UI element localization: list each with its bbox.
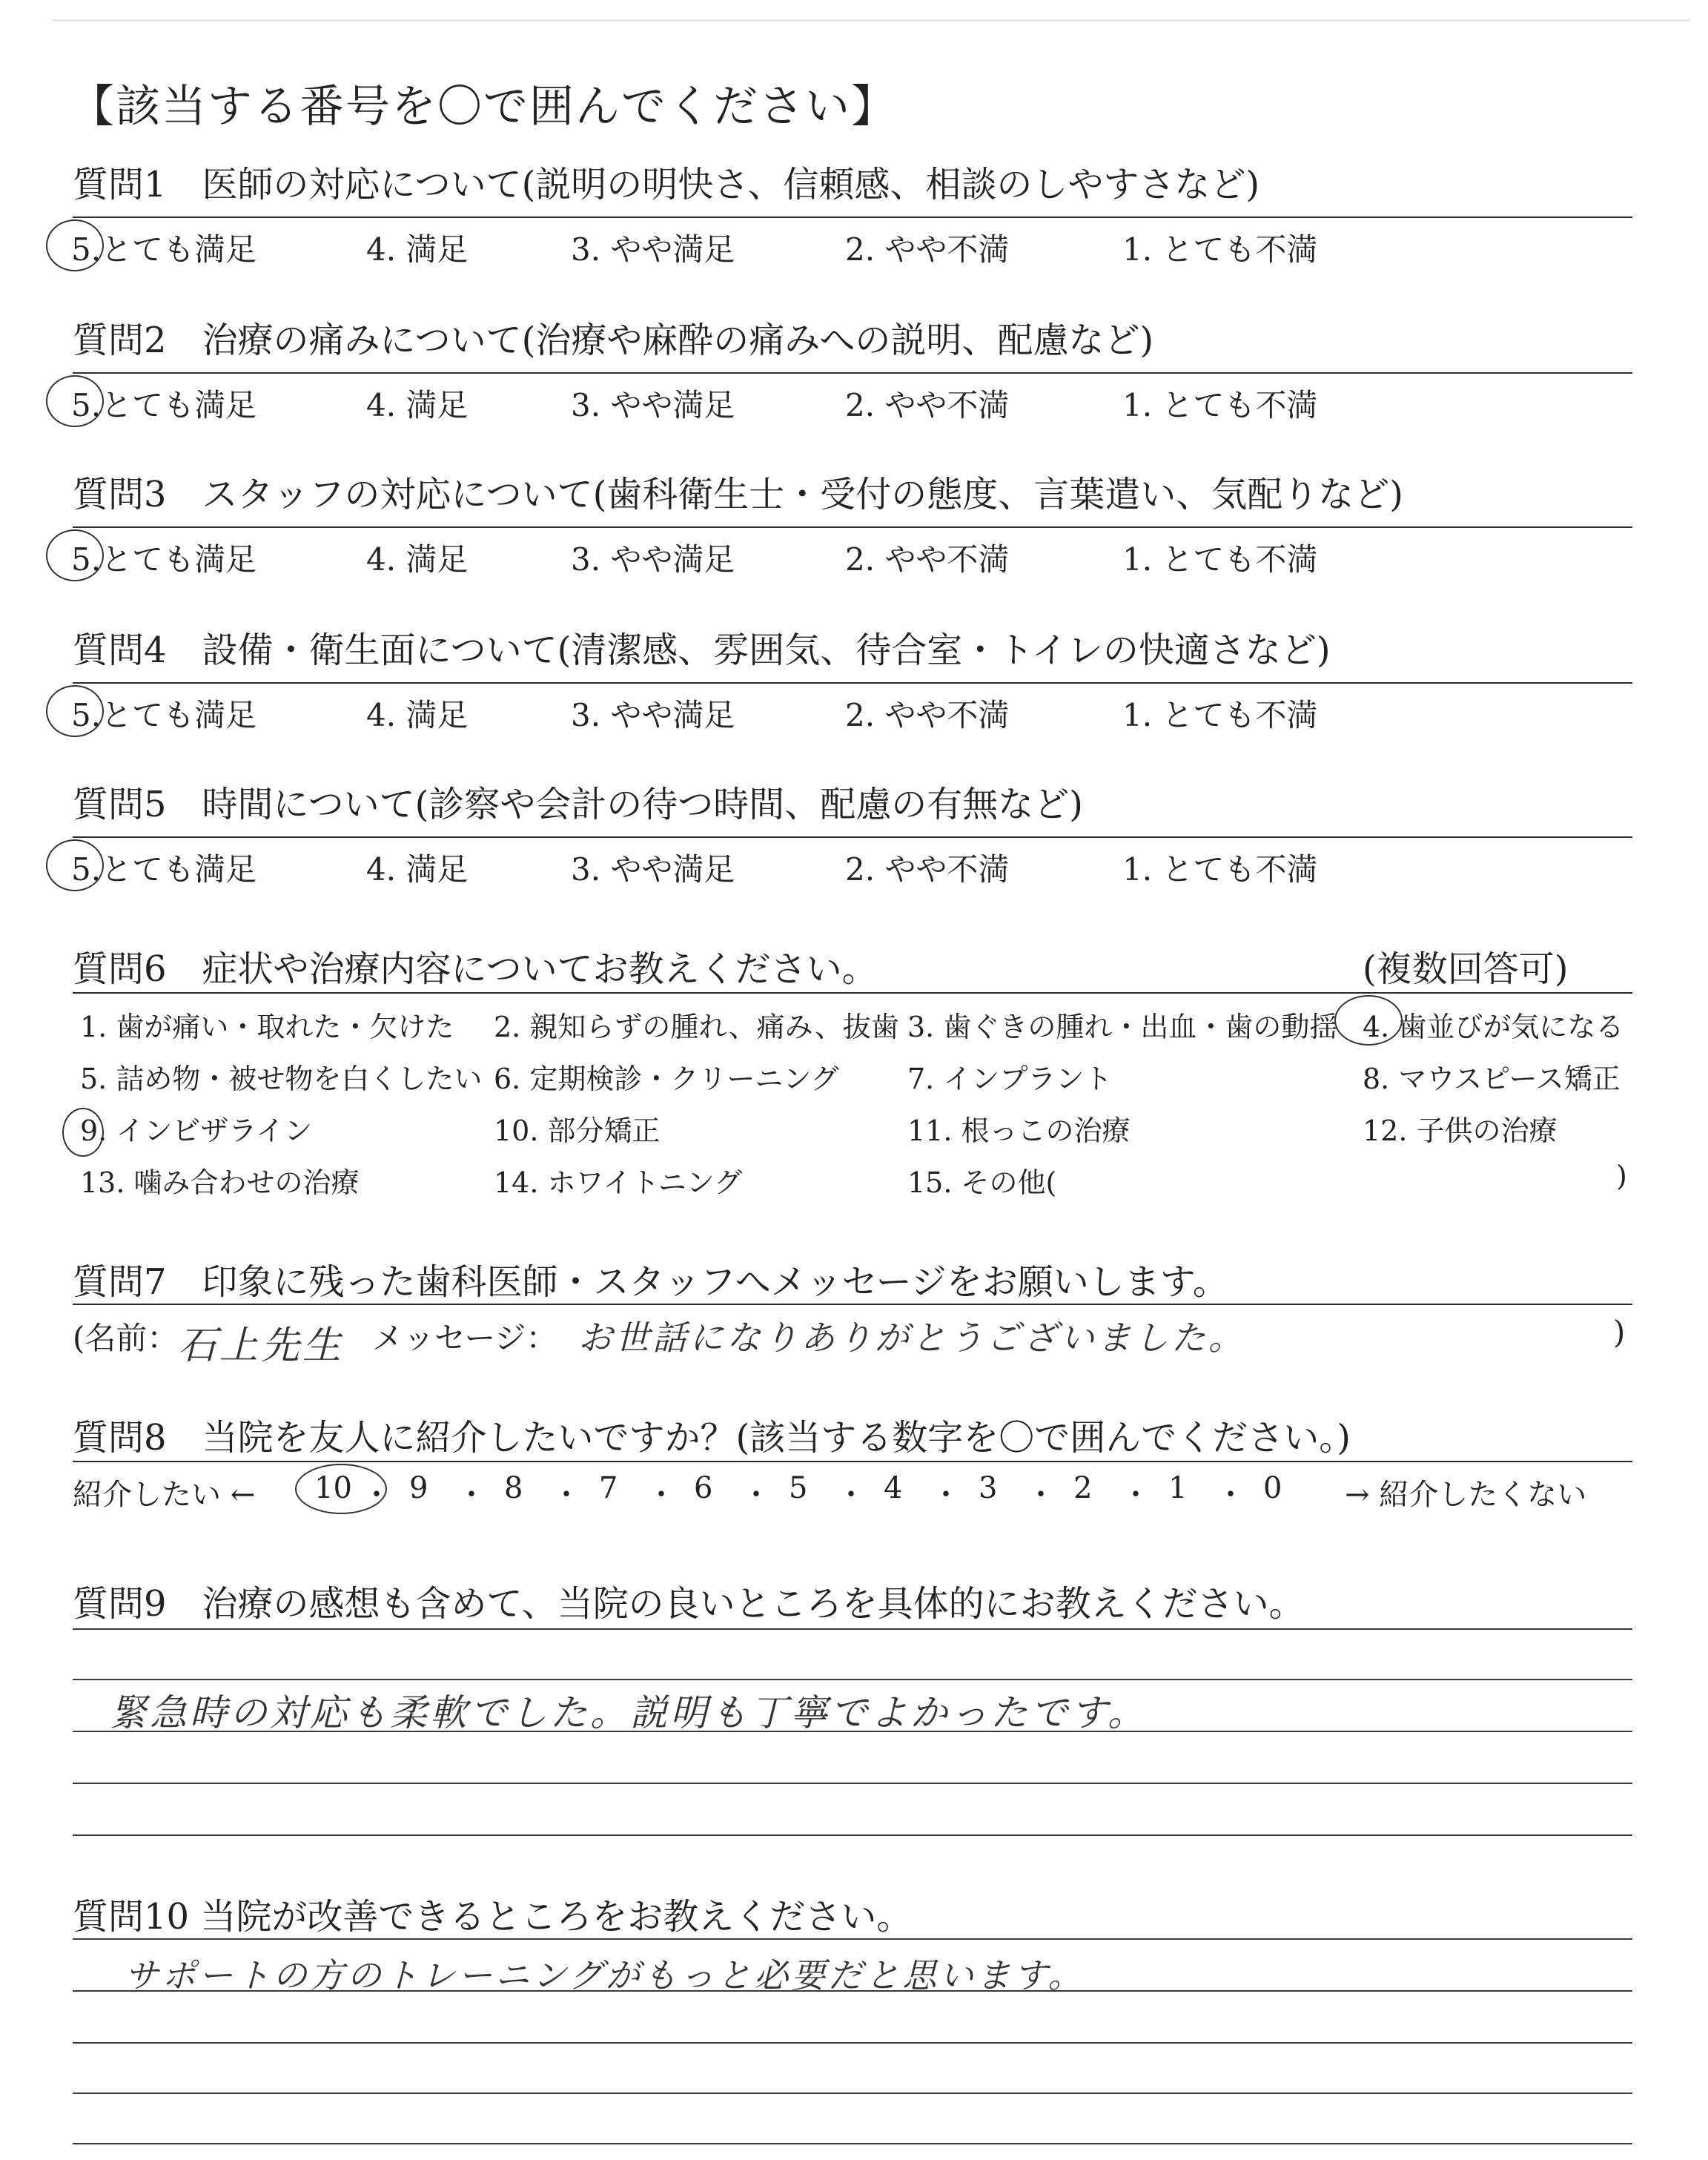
q3-option-1[interactable]: 1. とても不満: [1122, 541, 1318, 578]
q9-line-2: [73, 1679, 1632, 1680]
q3-option-5[interactable]: 5.とても満足: [71, 541, 257, 578]
q8-scale-6[interactable]: 6: [694, 1471, 713, 1505]
q4-rule: [73, 682, 1632, 684]
q6-item-1[interactable]: 1. 歯が痛い・取れた・欠けた: [80, 1011, 454, 1043]
q8-scale-5[interactable]: 5: [789, 1471, 808, 1505]
q6-item-11[interactable]: 11. 根っこの治療: [907, 1114, 1131, 1147]
q9-title: 質問9 治療の感想も含めて、当院の良いところを具体的にお教えください。: [73, 1583, 1305, 1625]
q8-scale-separator: ・: [646, 1478, 676, 1512]
q2-option-2[interactable]: 2. やや不満: [845, 387, 1010, 423]
q6-item-3[interactable]: 3. 歯ぐきの腫れ・出血・歯の動揺: [907, 1011, 1338, 1043]
q9-line-4: [73, 1783, 1632, 1784]
q6-title: 質問6 症状や治療内容についてお教えください。: [73, 948, 878, 990]
q5-option-1[interactable]: 1. とても不満: [1122, 851, 1318, 888]
q8-scale-separator: ・: [457, 1478, 486, 1512]
page-heading: 【該当する番号を〇で囲んでください】: [70, 81, 897, 133]
q8-scale-7[interactable]: 7: [599, 1471, 618, 1505]
q1-rule: [73, 217, 1632, 218]
q5-title: 質問5 時間について(診察や会計の待つ時間、配慮の有無など): [73, 784, 1084, 825]
q6-item-2[interactable]: 2. 親知らずの腫れ、痛み、抜歯: [494, 1011, 899, 1043]
q4-option-1[interactable]: 1. とても不満: [1122, 697, 1318, 733]
q9-line-5: [73, 1834, 1632, 1836]
q10-line-3: [73, 2042, 1632, 2044]
q7-message-value[interactable]: お世話になりありがとうございました。: [578, 1318, 1245, 1358]
q5-option-2[interactable]: 2. やや不満: [845, 851, 1010, 888]
q8-scale-separator: ・: [1026, 1478, 1056, 1512]
q3-option-3[interactable]: 3. やや満足: [571, 541, 735, 578]
q8-scale-separator: ・: [362, 1478, 391, 1512]
q1-title: 質問1 医師の対応について(説明の明快さ、信頼感、相談のしやすさなど): [73, 164, 1260, 205]
q4-option-5[interactable]: 5.とても満足: [71, 697, 257, 733]
q3-title: 質問3 スタッフの対応について(歯科衛生士・受付の態度、言葉遣い、気配りなど): [73, 474, 1404, 515]
q6-item-6[interactable]: 6. 定期検診・クリーニング: [494, 1063, 839, 1095]
q2-option-3[interactable]: 3. やや満足: [571, 387, 735, 423]
q7-title: 質問7 印象に残った歯科医師・スタッフへメッセージをお願いします。: [73, 1261, 1228, 1303]
q10-line-5: [73, 2143, 1632, 2144]
q8-scale-separator: ・: [931, 1478, 961, 1512]
q2-rule: [73, 372, 1632, 374]
q10-answer[interactable]: サポートの方のトレーニングがもっと必要だと思います。: [125, 1955, 1085, 1995]
q8-scale-0[interactable]: 0: [1263, 1471, 1282, 1505]
q4-title: 質問4 設備・衛生面について(清潔感、雰囲気、待合室・トイレの快適さなど): [73, 630, 1331, 671]
q3-option-4[interactable]: 4. 満足: [366, 541, 469, 578]
q5-option-4[interactable]: 4. 満足: [366, 851, 469, 888]
q3-rule: [73, 526, 1632, 528]
q6-item-5[interactable]: 5. 詰め物・被せ物を白くしたい: [80, 1063, 483, 1095]
q8-scale-9[interactable]: 9: [409, 1471, 428, 1505]
q10-title: 質問10 当院が改善できるところをお教えください。: [73, 1896, 913, 1938]
q2-option-5[interactable]: 5.とても満足: [71, 387, 257, 423]
q4-option-2[interactable]: 2. やや不満: [845, 697, 1010, 733]
scan-edge: [52, 19, 1690, 22]
q8-scale-8[interactable]: 8: [504, 1471, 523, 1505]
q8-title: 質問8 当院を友人に紹介したいですか？(該当する数字を〇で囲んでください。): [73, 1417, 1351, 1459]
q10-line-2: [73, 1990, 1632, 1992]
q6-item-14[interactable]: 14. ホワイトニング: [494, 1166, 743, 1199]
q8-right-label: → 紹介したくない: [1345, 1478, 1587, 1512]
q7-message-label: メッセージ：: [372, 1320, 557, 1356]
q1-option-5[interactable]: 5.とても満足: [71, 231, 257, 268]
q8-scale-separator: ・: [741, 1478, 771, 1512]
q8-left-label: 紹介したい ←: [73, 1478, 256, 1512]
q7-name-label: (名前：: [73, 1320, 179, 1356]
q1-option-1[interactable]: 1. とても不満: [1122, 231, 1318, 268]
q8-scale-2[interactable]: 2: [1073, 1471, 1093, 1505]
q1-option-2[interactable]: 2. やや不満: [845, 231, 1010, 268]
q9-answer[interactable]: 緊急時の対応も柔軟でした。説明も丁寧でよかったです。: [110, 1691, 1148, 1734]
q6-item-9[interactable]: 9. インビザライン: [80, 1114, 313, 1147]
q5-rule: [73, 836, 1632, 838]
q6-item-13[interactable]: 13. 噛み合わせの治療: [80, 1166, 360, 1199]
q8-rule: [73, 1461, 1632, 1462]
q4-option-3[interactable]: 3. やや満足: [571, 697, 735, 733]
q7-close-paren: ): [1613, 1314, 1626, 1350]
q8-scale-10[interactable]: 10: [314, 1471, 352, 1505]
q5-option-3[interactable]: 3. やや満足: [571, 851, 735, 888]
q6-item-7[interactable]: 7. インプラント: [907, 1063, 1113, 1095]
q8-scale-1[interactable]: 1: [1168, 1471, 1188, 1505]
q9-line-1: [73, 1628, 1632, 1630]
q6-item-12[interactable]: 12. 子供の治療: [1363, 1114, 1558, 1147]
q6-item-4[interactable]: 4. 歯並びが気になる: [1363, 1011, 1624, 1043]
q6-item-10[interactable]: 10. 部分矯正: [494, 1114, 661, 1147]
q8-scale-separator: ・: [1216, 1478, 1245, 1512]
q6-item-15[interactable]: 15. その他(: [907, 1166, 1057, 1199]
q8-scale-4[interactable]: 4: [884, 1471, 903, 1505]
q8-scale-separator: ・: [552, 1478, 581, 1512]
q6-note: (複数回答可): [1363, 948, 1569, 990]
q4-option-4[interactable]: 4. 満足: [366, 697, 469, 733]
q8-scale-separator: ・: [836, 1478, 866, 1512]
q9-line-3: [73, 1731, 1632, 1732]
q6-rule: [73, 992, 1632, 994]
q6-item-15-close: ): [1616, 1160, 1627, 1192]
q1-option-3[interactable]: 3. やや満足: [571, 231, 735, 268]
q2-option-4[interactable]: 4. 満足: [366, 387, 469, 423]
q10-line-1: [73, 1938, 1632, 1940]
q7-name-value[interactable]: 石上先生: [178, 1324, 345, 1368]
q5-option-5[interactable]: 5.とても満足: [71, 851, 257, 888]
q7-rule: [73, 1304, 1632, 1305]
q2-option-1[interactable]: 1. とても不満: [1122, 387, 1318, 423]
q10-line-4: [73, 2093, 1632, 2094]
q1-option-4[interactable]: 4. 満足: [366, 231, 469, 268]
q8-scale-3[interactable]: 3: [979, 1471, 998, 1505]
q6-item-8[interactable]: 8. マウスピース矯正: [1363, 1063, 1621, 1095]
q8-scale-separator: ・: [1121, 1478, 1151, 1512]
q2-title: 質問2 治療の痛みについて(治療や麻酔の痛みへの説明、配慮など): [73, 320, 1154, 361]
q3-option-2[interactable]: 2. やや不満: [845, 541, 1010, 578]
